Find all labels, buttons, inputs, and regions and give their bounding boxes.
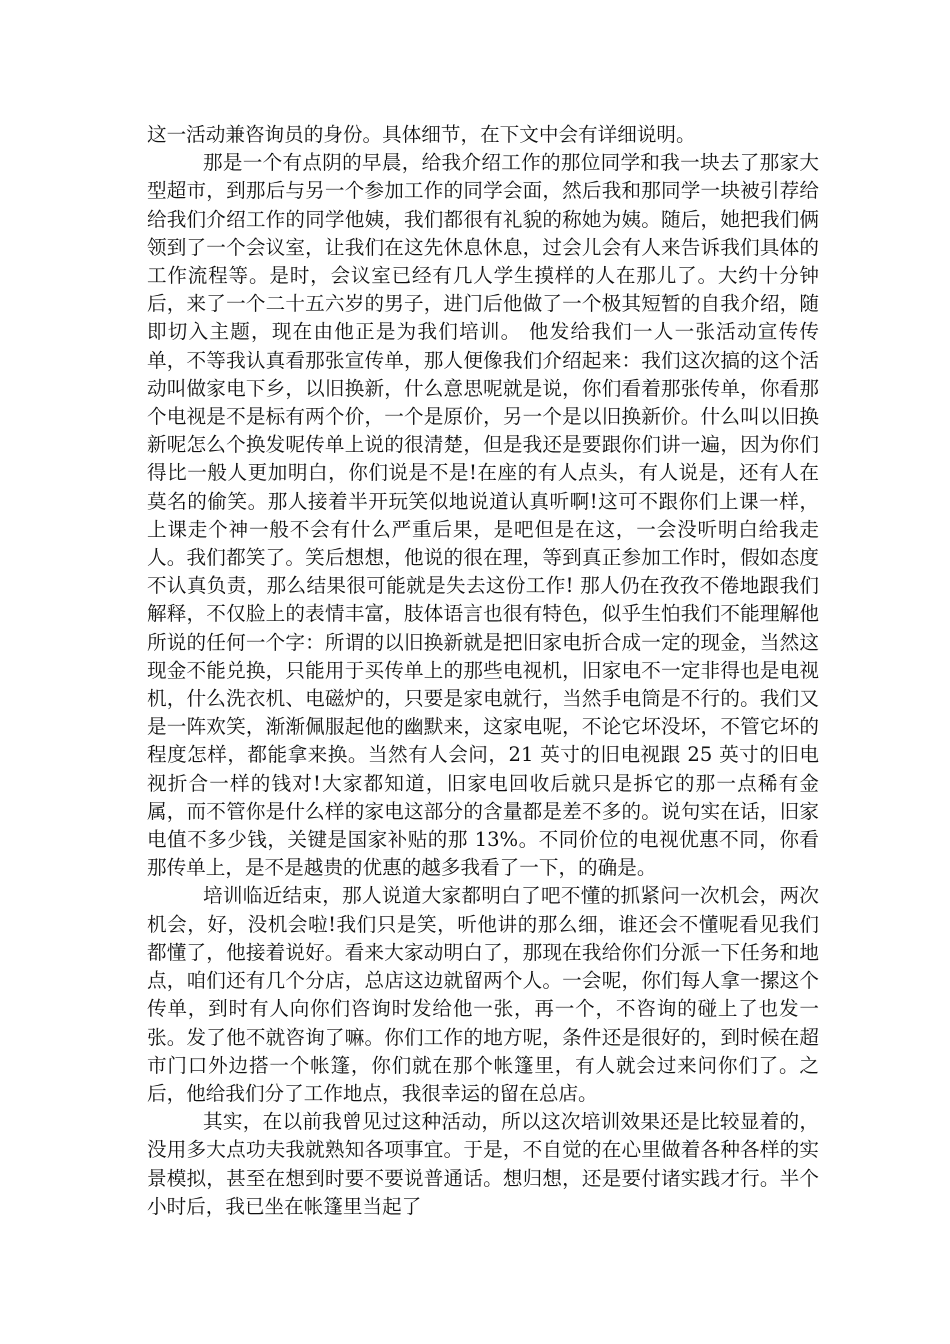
document-body — [147, 121, 819, 1221]
paragraph-practice: 其实，在以前我曾见过这种活动，所以这次培训效果还是比较显着的，没用多大点功夫我就熟知各项事宜。于是，不自觉的在心里做着各种各样的实景模拟，甚至在想到时要不要说普通话。想归想，还是要付诸实践才行。半个小时后，我已坐在帐篷里当起了 — [147, 1110, 819, 1218]
paragraph-training-end: 培训临近结束，那人说道大家都明白了吧不懂的抓紧问一次机会，两次机会，好，没机会啦!我们只是笑，听他讲的那么细，谁还会不懂呢看见我们都懂了，他接着说好。看来大家动明白了，那现在我给你们分派一下任务和地点，咱们还有几个分店，总店这边就留两个人。一会呢，你们每人拿一摞这个传单，到时有人向你们咨询时发给他一张，再一个，不咨询的碰上了也发一张。发了他不就咨询了嘛。你们工作的地方呢，条件还是很好的，到时候在超市门口外边搭一个帐篷，你们就在那个帐篷里，有人就会过来问你们了。之后，他给我们分了工作地点，我很幸运的留在总店。 — [147, 884, 819, 1105]
paragraph-training-story: 那是一个有点阴的早晨，给我介绍工作的那位同学和我一块去了那家大型超市，到那后与另一个参加工作的同学会面，然后我和那同学一块被引荐给给我们介绍工作的同学他姨，我们都很有礼貌的称她为姨。随后，她把我们俩领到了一个会议室，让我们在这先休息休息，过会儿会有人来告诉我们具体的工作流程等。是时，会议室已经有几人学生摸样的人在那儿了。大约十分钟后，来了一个二十五六岁的男子，进门后他做了一个极其短暂的自我介绍，随即切入主题，现在由他正是为我们培训。 他发给我们一人一张活动宣传传单，不等我认真看那张宣传单，那人便像我们介绍起来：我们这次搞的这个活动叫做家电下乡，以旧换新，什么意思呢就是说，你们看着那张传单，你看那个电视是不是标有两个价，一个是原价，另一个是以旧换新价。什么叫以旧换新呢怎么个换发呢传单上说的很清楚，但是我还是要跟你们讲一遍，因为你们得比一般人更加明白，你们说是不是!在座的有人点头，有人说是，还有人在莫名的偷笑。那人接着半开玩笑似地说道认真听啊!这可不跟你们上课一样，上课走个神一般不会有什么严重后果，是吧但是在这，一会没听明白给我走人。我们都笑了。笑后想想，他说的很在理，等到真正参加工作时，假如态度不认真负责，那么结果很可能就是失去这份工作! 那人仍在孜孜不倦地跟我们解释，不仅脸上的表情丰富，肢体语言也很有特色，似乎生怕我们不能理解他所说的任何一个字：所谓的以旧换新就是把旧家电折合成一定的现金，当然这现金不能兑换，只能用于买传单上的那些电视机，旧家电不一定非得也是电视机，什么洗衣机、电磁炉的，只要是家电就行，当然手电筒是不行的。我们又是一阵欢笑，渐渐佩服起他的幽默来，这家电呢，不论它坏没坏，不管它坏的程度怎样，都能拿来换。当然有人会问，21 英寸的旧电视跟 25 英寸的旧电视折合一样的钱对!大家都知道，旧家电回收后就只是拆它的那一点稀有金属，而不管你是什么样的家电这部分的含量都是差不多的。说句实在话，旧家电值不多少钱，关键是国家补贴的那 13%。不同价位的电视优惠不同，你看那传单上，是不是越贵的优惠的越多我看了一下，的确是。 — [147, 151, 819, 880]
paragraph-continuation: 这一活动兼咨询员的身份。具体细节，在下文中会有详细说明。 — [147, 123, 696, 146]
